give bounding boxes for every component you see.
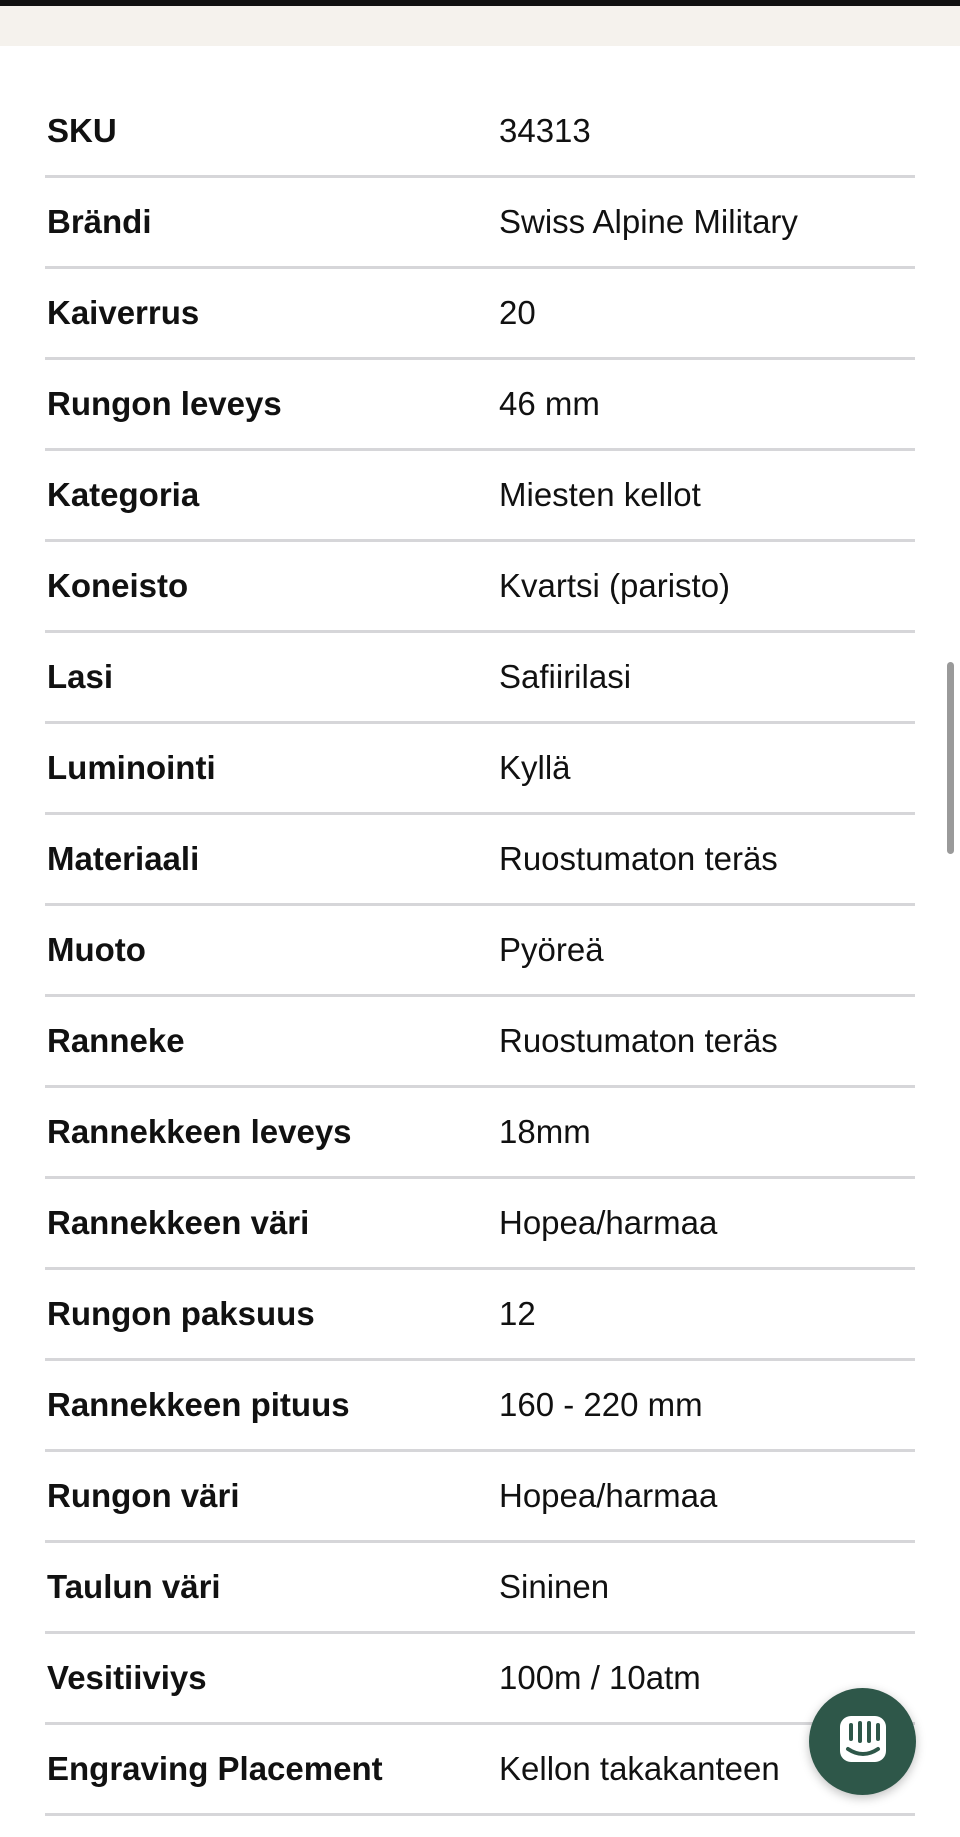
spec-label: Kategoria	[47, 476, 200, 513]
spec-row-brand	[45, 178, 915, 269]
spec-row-glass	[45, 633, 915, 724]
spec-row-sku	[45, 87, 915, 178]
spec-label: Lasi	[47, 658, 114, 695]
header-band	[0, 6, 960, 46]
spec-label: Rannekkeen pituus	[47, 1386, 350, 1423]
spec-label: Rungon väri	[47, 1477, 240, 1514]
spec-value: Kyllä	[499, 749, 571, 786]
spec-label: Rungon leveys	[47, 385, 282, 422]
spec-row-movement	[45, 542, 915, 633]
spec-row-shape	[45, 906, 915, 997]
spec-value: Hopea/harmaa	[499, 1204, 718, 1241]
spec-table	[45, 87, 915, 1816]
spec-value: Sininen	[499, 1568, 610, 1605]
spec-label: Rannekkeen väri	[47, 1204, 310, 1241]
spec-label: Muoto	[47, 931, 146, 968]
spec-row-case-width	[45, 360, 915, 451]
spec-label: Engraving Placement	[47, 1750, 383, 1787]
spec-label: SKU	[47, 112, 117, 149]
spec-value: Hopea/harmaa	[499, 1477, 718, 1514]
spec-row-dial-color	[45, 1543, 915, 1634]
spec-label: Rungon paksuus	[47, 1295, 315, 1332]
spec-value: Ruostumaton teräs	[499, 840, 778, 877]
spec-label: Luminointi	[47, 749, 216, 786]
spec-row-engraving-placement	[45, 1725, 915, 1816]
spec-row-strap-width	[45, 1088, 915, 1179]
spec-label: Brändi	[47, 203, 152, 240]
spec-value: Kellon takakanteen	[499, 1750, 780, 1787]
spec-value: Swiss Alpine Military	[499, 203, 798, 240]
spec-value: 34313	[499, 112, 591, 149]
spec-value: Pyöreä	[499, 931, 604, 968]
chat-bubble-icon	[838, 1714, 888, 1769]
scrollbar-thumb[interactable]	[947, 662, 954, 854]
spec-label: Taulun väri	[47, 1568, 221, 1605]
spec-value: 160 - 220 mm	[499, 1386, 703, 1423]
spec-row-strap-length	[45, 1361, 915, 1452]
spec-label: Rannekkeen leveys	[47, 1113, 352, 1150]
spec-row-case-color	[45, 1452, 915, 1543]
spec-label: Kaiverrus	[47, 294, 200, 331]
spec-row-case-thickness	[45, 1270, 915, 1361]
spec-label: Materiaali	[47, 840, 200, 877]
spec-value: 12	[499, 1295, 536, 1332]
spec-row-strap-color	[45, 1179, 915, 1270]
spec-row-strap	[45, 997, 915, 1088]
spec-row-engraving	[45, 269, 915, 360]
spec-row-luminous	[45, 724, 915, 815]
spec-label: Koneisto	[47, 567, 189, 604]
spec-value: Kvartsi (paristo)	[499, 567, 731, 604]
spec-row-category	[45, 451, 915, 542]
spec-value: 100m / 10atm	[499, 1659, 701, 1696]
spec-label: Ranneke	[47, 1022, 185, 1059]
spec-label: Vesitiiviys	[47, 1659, 207, 1696]
spec-value: 46 mm	[499, 385, 600, 422]
spec-row-water-resistance	[45, 1634, 915, 1725]
chat-button[interactable]	[809, 1688, 916, 1795]
spec-value: Safiirilasi	[499, 658, 632, 695]
spec-value: 18mm	[499, 1113, 591, 1150]
spec-value: Miesten kellot	[499, 476, 701, 513]
spec-row-material	[45, 815, 915, 906]
spec-value: Ruostumaton teräs	[499, 1022, 778, 1059]
spec-value: 20	[499, 294, 536, 331]
